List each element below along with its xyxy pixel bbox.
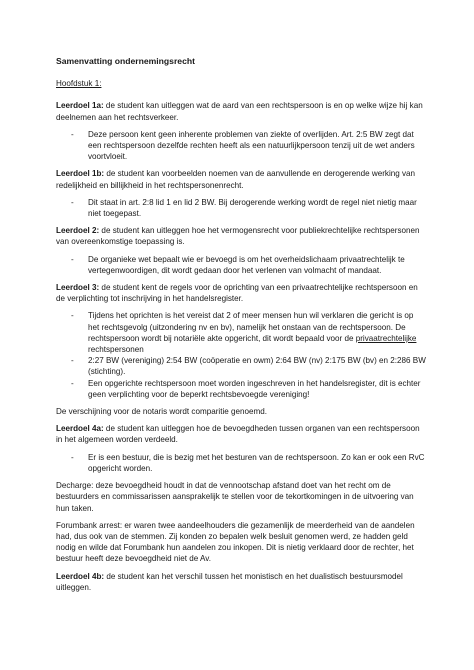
bullet-list	[56, 452, 426, 474]
bullet-list	[56, 129, 426, 163]
learning-goal-label: Leerdoel 2:	[56, 226, 100, 236]
document-page	[56, 56, 426, 599]
chapter-heading: Hoofdstuk 1:	[56, 79, 102, 89]
list-item	[88, 310, 426, 355]
list-item: - Er is een bestuur, die is bezig met het besturen van de rechtspersoon. Zo kan er ook een RvC opgericht worden.	[88, 452, 426, 474]
learning-goal-text: de student kan voorbeelden noemen van de aanvullende en derogerende werking van redelijkheid en billijkheid in het rechtspersonenrecht.	[56, 169, 416, 190]
bullet-list	[56, 197, 426, 219]
bullet-list	[56, 310, 426, 400]
learning-goal-text: de student kan uitleggen hoe de bevoegdheden tussen organen van een rechtspersoon in het algemeen worden verdeeld.	[56, 424, 420, 445]
list-item-text: rechtspersonen	[88, 345, 144, 355]
learning-goal-text: de student kan uitleggen wat de aard van een rechtspersoon is en op welke wijze hij kan deelnemen aan het rechtsverkeer.	[56, 101, 423, 122]
learning-goal-text: de student kan het verschil tussen het monistisch en het dualistisch bestuursmodel uitleggen.	[56, 571, 403, 592]
learning-goal-1b	[56, 168, 426, 190]
list-item: - Een opgerichte rechtspersoon moet worden ingeschreven in het handelsregister, dit is echter geen verplichting voor de beperkt rechtsbevoegde vereniging!	[88, 378, 426, 400]
list-item-text: Tijdens het oprichten is het vereist dat 2 of meer mensen hun wil verklaren die gericht is op het rechtsgevolg (uitzondering nv en bv), namelijk het onstaan van de rechtspersoon. De rechtspersoon wordt bij notariële akte opgericht, dit wordt bepaald voor de	[88, 311, 414, 343]
document-title: Samenvatting ondernemingsrecht	[56, 56, 195, 66]
learning-goal-label: Leerdoel 3:	[56, 283, 100, 293]
list-item: - De organieke wet bepaalt wie er bevoegd is om het overheidslichaam privaatrechtelijk te vertegenwoordigen, dit wordt gedaan door het verlenen van volmacht of mandaat.	[88, 254, 426, 276]
forumbank-paragraph: Forumbank arrest: er waren twee aandeelhouders die gezamenlijk de meerderheid van de aandelen had, dus ook van de stemmen. Zij konden zo bepalen welk besluit genomen werd, ze hadden geld nodig en wilde dat Forumbank hun aandelen zou inkopen. Dit is nietig verklaard door de rechter, het bestuur heeft deze bevoegdheid niet de Av.	[56, 520, 415, 564]
learning-goal-4b	[56, 571, 426, 593]
learning-goal-3	[56, 282, 426, 304]
list-item: - 2:27 BW (vereniging) 2:54 BW (coöperatie en owm) 2:64 BW (nv) 2:175 BW (bv) en 2:286 BW (stichting).	[88, 355, 426, 377]
list-item: - Dit staat in art. 2:8 lid 1 en lid 2 BW. Bij derogerende werking wordt de regel niet nietig maar niet toegepast.	[88, 197, 426, 219]
learning-goal-2	[56, 225, 426, 247]
learning-goal-label: Leerdoel 4a:	[56, 424, 104, 434]
learning-goal-label: Leerdoel 1b:	[56, 169, 105, 179]
learning-goal-4a	[56, 423, 426, 445]
learning-goal-label: Leerdoel 4b:	[56, 571, 105, 581]
learning-goal-text: de student kan uitleggen hoe het vermogensrecht voor publiekrechtelijke rechtspersonen van overeenkomstige toepassing is.	[56, 226, 420, 247]
list-item: - Deze persoon kent geen inherente problemen van ziekte of overlijden. Art. 2:5 BW zegt dat een rechtspersoon dezelfde rechten heeft als een natuurlijkpersoon tenzij uit de wet anders voortvloeit.	[88, 129, 426, 163]
learning-goal-label: Leerdoel 1a:	[56, 101, 104, 111]
underlined-term: privaatrechtelijke	[355, 333, 417, 343]
bullet-list	[56, 254, 426, 276]
decharge-paragraph: Decharge: deze bevoegdheid houdt in dat de vennootschap afstand doet van het recht om de bestuurders en commissarissen aansprakelijk te stellen voor de tekortkomingen in de uitvoering van hun taken.	[56, 481, 414, 513]
learning-goal-text: de student kent de regels voor de oprichting van een privaatrechtelijke rechtspersoon en de verplichting tot inschrijving in het handelsregister.	[56, 283, 418, 304]
notaris-paragraph: De verschijning voor de notaris wordt comparitie genoemd.	[56, 407, 267, 417]
learning-goal-1a	[56, 100, 426, 122]
